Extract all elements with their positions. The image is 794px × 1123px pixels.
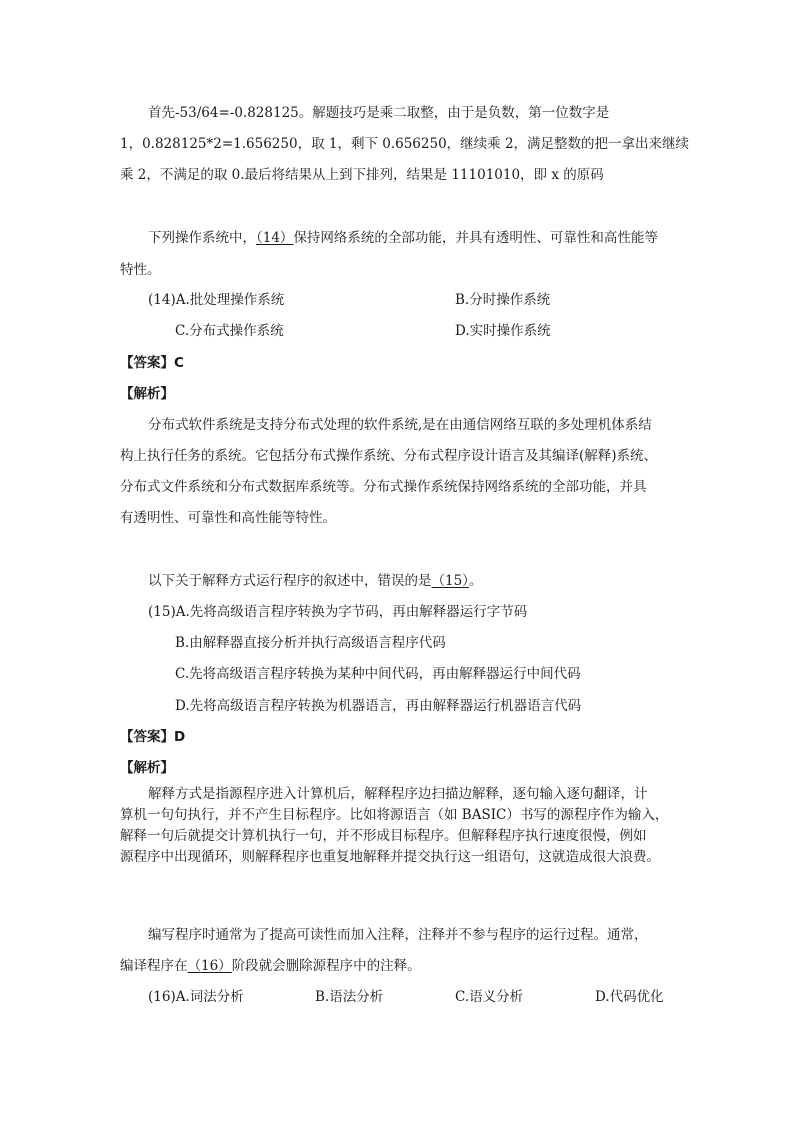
q14-stem [148,229,658,247]
q15-option-d: D.先将高级语言程序转换为机器语言，再由解释器运行机器语言代码 [175,698,582,714]
q15-stem-pre: 以下关于解释方式运行程序的叙述中，错误的是 [148,573,432,589]
q14-analysis-label: 【解析】 [120,386,174,402]
q14-option-d: D.实时操作系统 [455,323,551,339]
prev-explanation-line-3: 乘 2，不满足的取 0.最后将结果从上到下排列，结果是 11101010，即 x 的原码 [120,167,604,183]
q16-stem-pre: 编译程序在 [120,958,188,974]
q15-analysis-line-3: 解释一句后就提交计算机执行一句，并不形成目标程序。但解释程序执行速度很慢，例如 [120,828,647,844]
q16-option-b: B.语法分析 [315,989,384,1005]
q15-analysis-line-1: 解释方式是指源程序进入计算机后，解释程序边扫描边解释，逐句输入逐句翻译，计 [148,786,648,802]
q15-answer-label: 【答案】 [120,729,174,745]
prev-explanation-line-2: 1，0.828125*2=1.656250，取 1，剩下 0.656250，继续乘 2，满足整数的把一拿出来继续 [120,136,690,152]
q16-stem-line-1: 编写程序时通常为了提高可读性而加入注释，注释并不参与程序的运行过程。通常， [148,927,648,943]
q14-option-c: C.分布式操作系统 [175,323,284,339]
q14-analysis-line-2: 构上执行任务的系统。它包括分布式操作系统、分布式程序设计语言及其编译(解释)系统、 [120,448,658,464]
q15-option-a: (15)A.先将高级语言程序转换为字节码，再由解释器运行字节码 [148,604,528,620]
q14-answer-value: C [174,355,184,371]
q14-answer [120,354,184,372]
q16-stem-post: 阶段就会删除源程序中的注释。 [231,958,421,974]
q14-stem-post: 保持网络系统的全部功能，并具有透明性、可靠性和高性能等 [293,230,658,246]
q15-analysis-line-2: 算机一句句执行，并不产生目标程序。比如将源语言（如 BASIC）书写的源程序作为输入， [120,807,669,823]
q15-analysis-line-4: 源程序中出现循环，则解释程序也重复地解释并提交执行这一组语句，这就造成很大浪费。 [120,849,660,865]
q15-answer-value: D [174,729,186,745]
q16-option-c: C.语义分析 [455,989,524,1005]
q14-analysis-line-3: 分布式文件系统和分布式数据库系统等。分布式操作系统保持网络系统的全部功能，并具 [120,479,647,495]
q14-answer-label: 【答案】 [120,355,174,371]
q14-option-a: (14)A.批处理操作系统 [148,292,285,308]
q14-stem-line-2: 特性。 [120,262,161,278]
q15-stem [148,572,482,590]
q16-blank: （16） [187,958,232,974]
q16-stem-line-2 [120,957,421,975]
q14-blank: （14） [256,230,294,246]
q15-stem-post: 。 [468,573,483,589]
q15-analysis-label: 【解析】 [120,760,174,776]
q14-stem-pre: 下列操作系统中， [148,230,256,246]
q15-blank: （15） [431,573,469,589]
q14-analysis-line-4: 有透明性、可靠性和高性能等特性。 [120,510,336,526]
q14-option-b: B.分时操作系统 [455,292,551,308]
q15-answer [120,728,185,746]
q15-option-b: B.由解释器直接分析并执行高级语言程序代码 [175,635,446,651]
q14-analysis-line-1: 分布式软件系统是支持分布式处理的软件系统,是在由通信网络互联的多处理机体系结 [148,417,652,433]
q16-option-d: D.代码优化 [595,989,664,1005]
q16-option-a: (16)A.词法分析 [148,989,244,1005]
prev-explanation-line-1: 首先-53/64=-0.828125。解题技巧是乘二取整，由于是负数，第一位数字是 [148,105,610,121]
q15-option-c: C.先将高级语言程序转换为某种中间代码，再由解释器运行中间代码 [175,666,581,682]
